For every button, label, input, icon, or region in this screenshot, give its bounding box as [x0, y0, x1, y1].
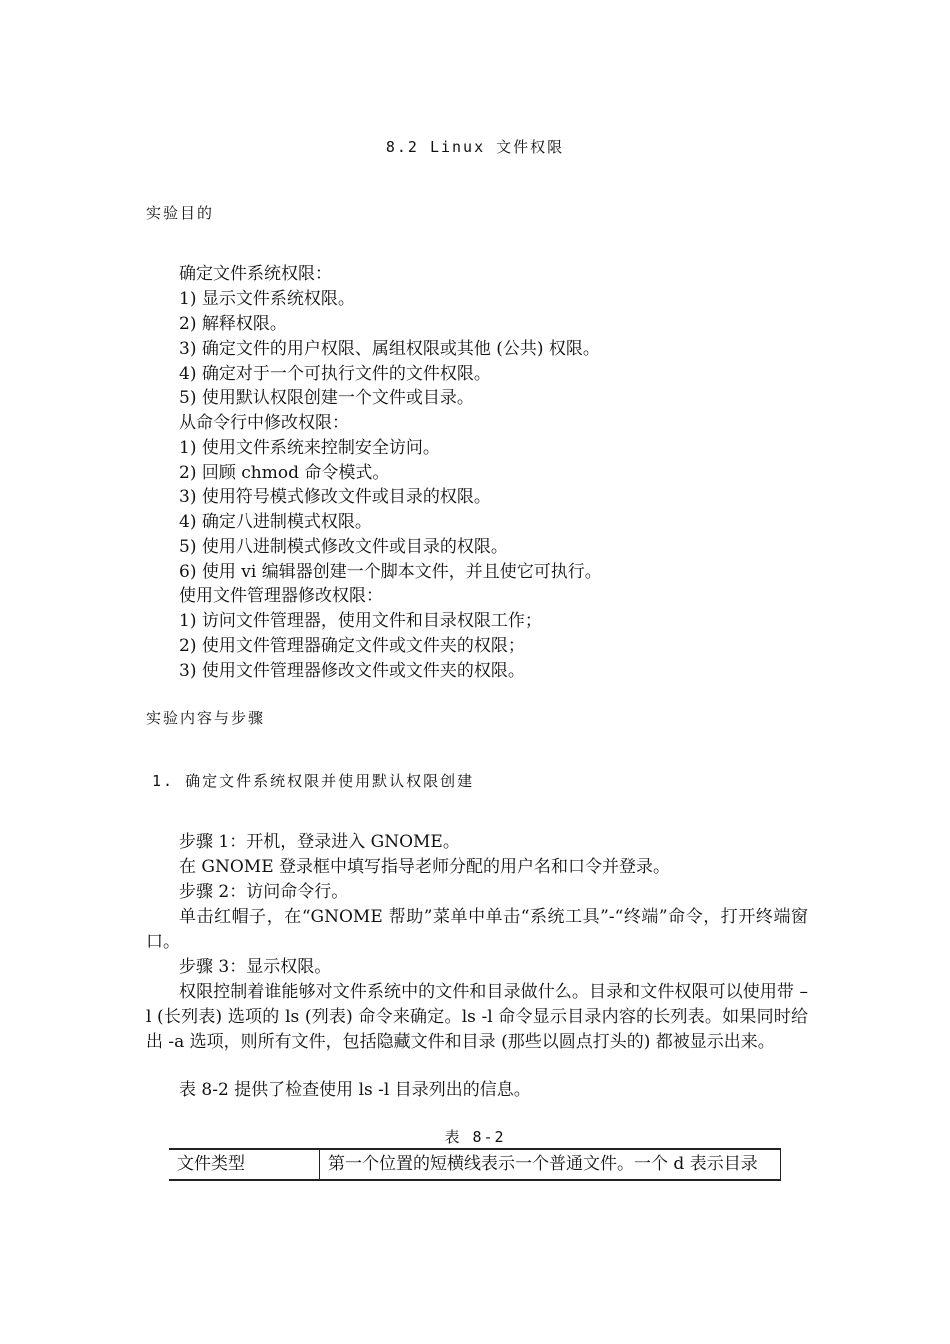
permissions-table [169, 1148, 781, 1181]
step-3-detail: 权限控制着谁能够对文件系统中的文件和目录做什么。目录和文件权限可以使用带 –l (长列表) 选项的 ls (列表) 命令来确定。ls -l 命令显示目录内容的长列表。如果同时给出 -a 选项，则所有文件，包括隐藏文件和目录 (那些以圆点打头的) 都被显示出来。 [146, 982, 808, 1052]
objective-item: 2) 使用文件管理器确定文件或文件夹的权限； [179, 636, 525, 656]
step-1-text: ：开机，登录进入 GNOME。 [229, 832, 460, 852]
objective-item: 3) 使用符号模式修改文件或目录的权限。 [179, 487, 491, 507]
objective-item: 1) 显示文件系统权限。 [179, 289, 355, 309]
objective-item: 5) 使用八进制模式修改文件或目录的权限。 [179, 537, 508, 557]
table-caption: 表 8-2 [444, 1128, 506, 1146]
objective-item: 4) 确定对于一个可执行文件的文件权限。 [179, 364, 491, 384]
heading-objectives: 实验目的 [146, 204, 215, 222]
table-cell-label: 文件类型 [169, 1149, 320, 1180]
subheading-1: 1. 确定文件系统权限并使用默认权限创建 [152, 772, 475, 790]
step-1-label: 步骤 1 [179, 832, 230, 852]
step-1 [179, 830, 460, 855]
objective-item: 3) 确定文件的用户权限、属组权限或其他 (公共) 权限。 [179, 339, 600, 359]
step-2 [179, 880, 348, 905]
table-intro: 表 8-2 提供了检查使用 ls -l 目录列出的信息。 [179, 1080, 531, 1100]
step-2-text: ：访问命令行。 [229, 882, 349, 902]
objectives-group2-title: 从命令行中修改权限： [179, 413, 349, 433]
heading-steps: 实验内容与步骤 [146, 709, 266, 727]
objective-item: 4) 确定八进制模式权限。 [179, 512, 372, 532]
objective-item: 3) 使用文件管理器修改文件或文件夹的权限。 [179, 661, 525, 681]
objective-item: 1) 使用文件系统来控制安全访问。 [179, 438, 440, 458]
step-1-detail: 在 GNOME 登录框中填写指导老师分配的用户名和口令并登录。 [179, 857, 671, 877]
step-2-detail: 单击红帽子，在“GNOME 帮助”菜单中单击“系统工具”-“终端”命令，打开终端窗口。 [146, 907, 808, 952]
objective-item: 2) 解释权限。 [179, 314, 287, 334]
table-row [169, 1149, 781, 1180]
objective-item: 6) 使用 vi 编辑器创建一个脚本文件，并且使它可执行。 [179, 562, 602, 582]
objectives-group3-title: 使用文件管理器修改权限： [179, 586, 383, 606]
step-3-text: ：显示权限。 [229, 957, 332, 977]
objective-item: 5) 使用默认权限创建一个文件或目录。 [179, 388, 474, 408]
step-2-label: 步骤 2 [179, 882, 230, 902]
objective-item: 2) 回顾 chmod 命令模式。 [179, 463, 390, 483]
objectives-group1-title: 确定文件系统权限： [179, 264, 332, 284]
objective-item: 1) 访问文件管理器，使用文件和目录权限工作； [179, 611, 542, 631]
step-3-label: 步骤 3 [179, 957, 230, 977]
step-3 [179, 955, 331, 980]
table-cell-desc: 第一个位置的短横线表示一个普通文件。一个 d 表示目录 [320, 1149, 781, 1180]
section-title: 8.2 Linux 文件权限 [385, 138, 565, 156]
